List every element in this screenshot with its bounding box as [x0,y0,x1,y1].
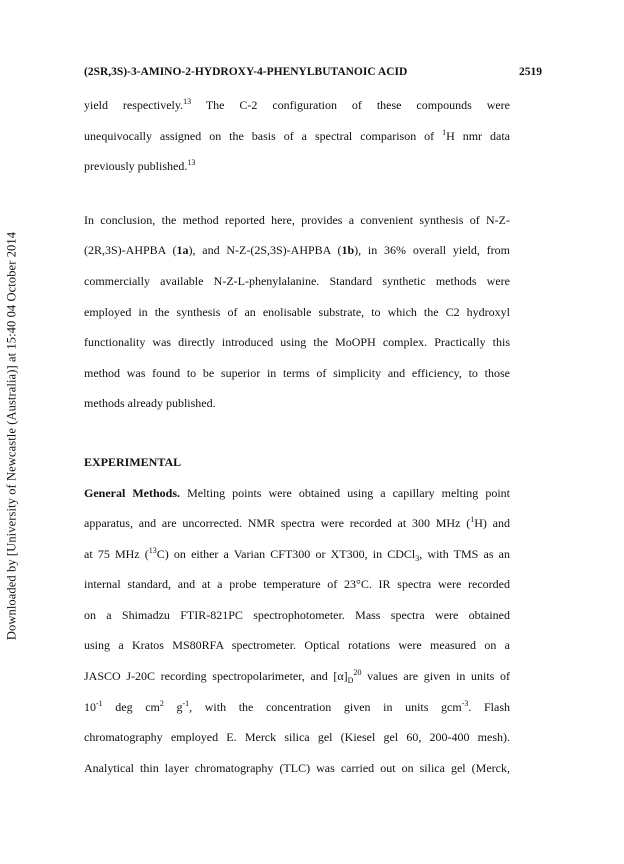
text-line: internal standard, and at a probe temperature of 23°C. IR spectra were recorded [84,577,510,591]
text-line: at 75 MHz ($^{13}$C) on either a Varian CFT300 or XT300, in CDCl$_3$, with TMS as an [84,546,510,563]
paragraph-lead: General Methods. [84,486,181,500]
text-line: functionality was directly introduced using the MoOPH complex. Practically this [84,335,510,349]
section-heading: EXPERIMENTAL [84,455,182,469]
compound-label: 1b [341,243,355,257]
running-title: (2SR,3S)-3-AMINO-2-HYDROXY-4-PHENYLBUTANOIC ACID [84,66,408,78]
text-line: previously published.$^{13}$ [84,158,196,173]
text-line: JASCO J-20C recording spectropolarimeter, and $[\alpha]_D^{20}$ values are given in units of [84,668,510,685]
text-line: Analytical thin layer chromatography (TLC) was carried out on silica gel (Merck, [84,761,510,775]
text-line: using a Kratos MS80RFA spectrometer. Optical rotations were measured on a [84,638,510,652]
text-line: (2R,3S)-AHPBA (1a), and N-Z-(2S,3S)-AHPBA (1b), in 36% overall yield, from [84,243,511,257]
text-line: chromatography employed E. Merck silica gel (Kiesel gel 60, 200-400 mesh). [84,730,510,744]
citation-ref: 13 [187,158,196,167]
running-header [84,66,542,78]
text-line: employed in the synthesis of an enolisable substrate, to which the C2 hydroxyl [84,305,510,319]
text-line: In conclusion, the method reported here, provides a convenient synthesis of N-Z- [84,213,510,227]
compound-label: 1a [176,243,189,257]
text-line: $10^{-1}$ deg $cm^2$ $g^{-1}$, with the concentration given in units gcm$^{-3}$. Flash [84,699,510,714]
text-line: General Methods. Melting points were obtained using a capillary melting point [84,486,510,500]
text-line: on a Shimadzu FTIR-821PC spectrophotometer. Mass spectra were obtained [84,608,510,622]
text-line: methods already published. [84,396,216,410]
text-line: unequivocally assigned on the basis of a spectral comparison of $^1$H nmr data [84,128,510,143]
text-line: apparatus, and are uncorrected. NMR spectra were recorded at 300 MHz ($^1$H) and [84,515,510,530]
page-number: 2519 [519,66,542,78]
download-watermark [0,0,24,864]
download-notice-text: Downloaded by [University of Newcastle (Australia)] at 15:40 04 October 2014 [4,231,19,641]
text-line: yield respectively.$^{13}$ The C-2 configuration of these compounds were [84,97,511,112]
citation-ref: 13 [183,97,192,106]
text-line: method was found to be superior in terms of simplicity and efficiency, to those [84,366,510,380]
text-line: commercially available N-Z-L-phenylalanine. Standard synthetic methods were [84,274,510,288]
